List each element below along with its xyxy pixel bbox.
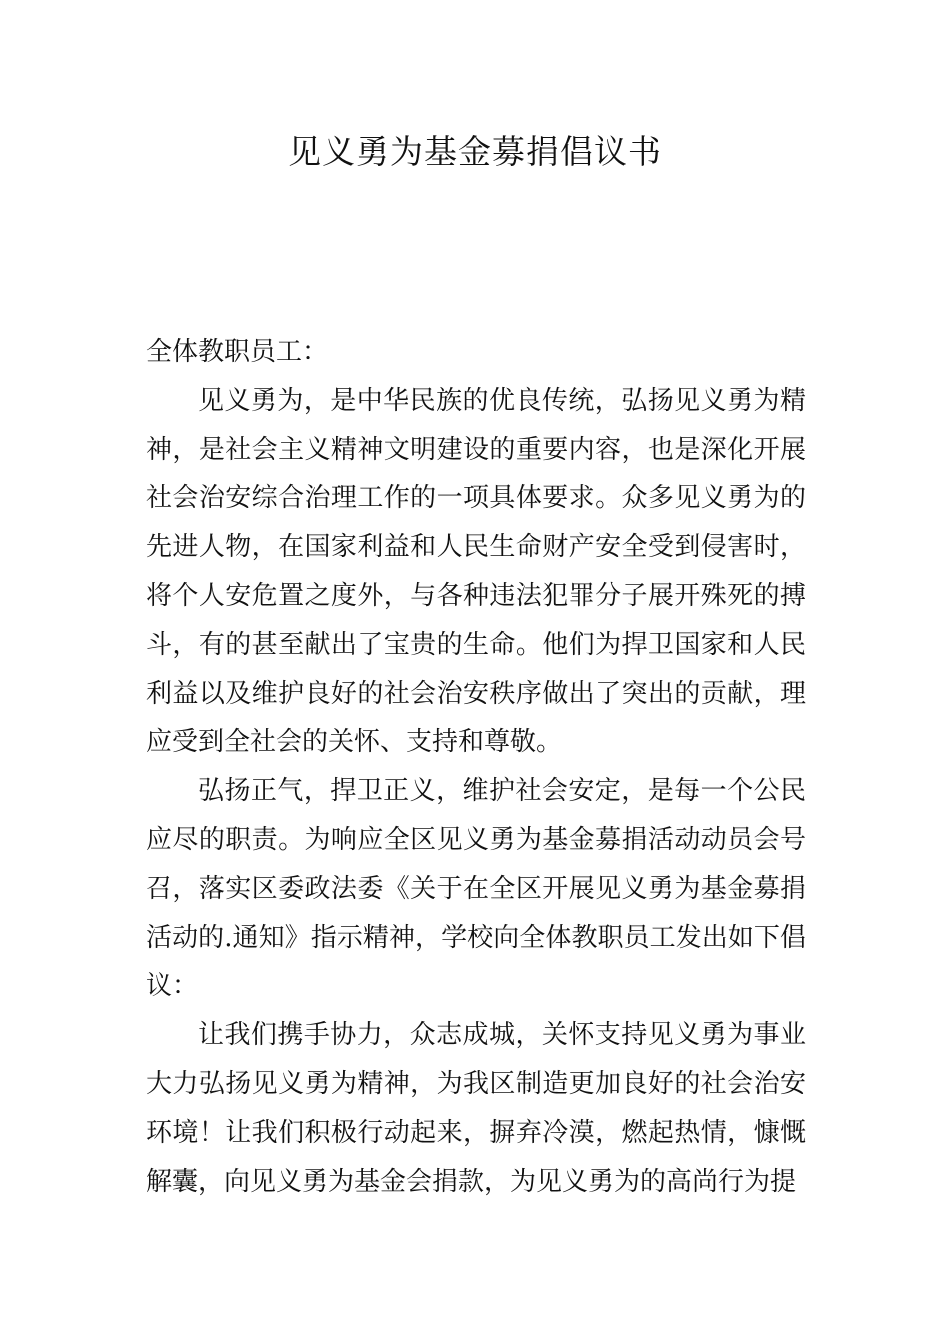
paragraph-3: 让我们携手协力，众志成城，关怀支持见义勇为事业大力弘扬见义勇为精神，为我区制造更加良好的社会治安环境！让我们积极行动起来，摒弃冷漠，燃起热情，慷慨解囊，向见义勇为基金会捐款，为见义勇为的高尚行为提 [146, 1020, 806, 1197]
document-title: 见义勇为基金募捐倡议书 [288, 132, 662, 171]
paragraph-2: 弘扬正气，捍卫正义，维护社会安定，是每一个公民应尽的职责。为响应全区见义勇为基金募捐活动动员会号召，落实区委政法委《关于在全区开展见义勇为基金募捐活动的.通知》指示精神，学校向全体教职员工发出如下倡议： [146, 776, 806, 1002]
salutation: 全体教职员工： [146, 337, 329, 367]
document-body [146, 328, 806, 1206]
paragraph-1: 见义勇为，是中华民族的优良传统，弘扬见义勇为精神，是社会主义精神文明建设的重要内容，也是深化开展社会治安综合治理工作的一项具体要求。众多见义勇为的先进人物，在国家利益和人民生命财产安全受到侵害时，将个人安危置之度外，与各种违法犯罪分子展开殊死的搏斗，有的甚至献出了宝贵的生命。他们为捍卫国家和人民利益以及维护良好的社会治安秩序做出了突出的贡献，理应受到全社会的关怀、支持和尊敬。 [146, 385, 806, 758]
